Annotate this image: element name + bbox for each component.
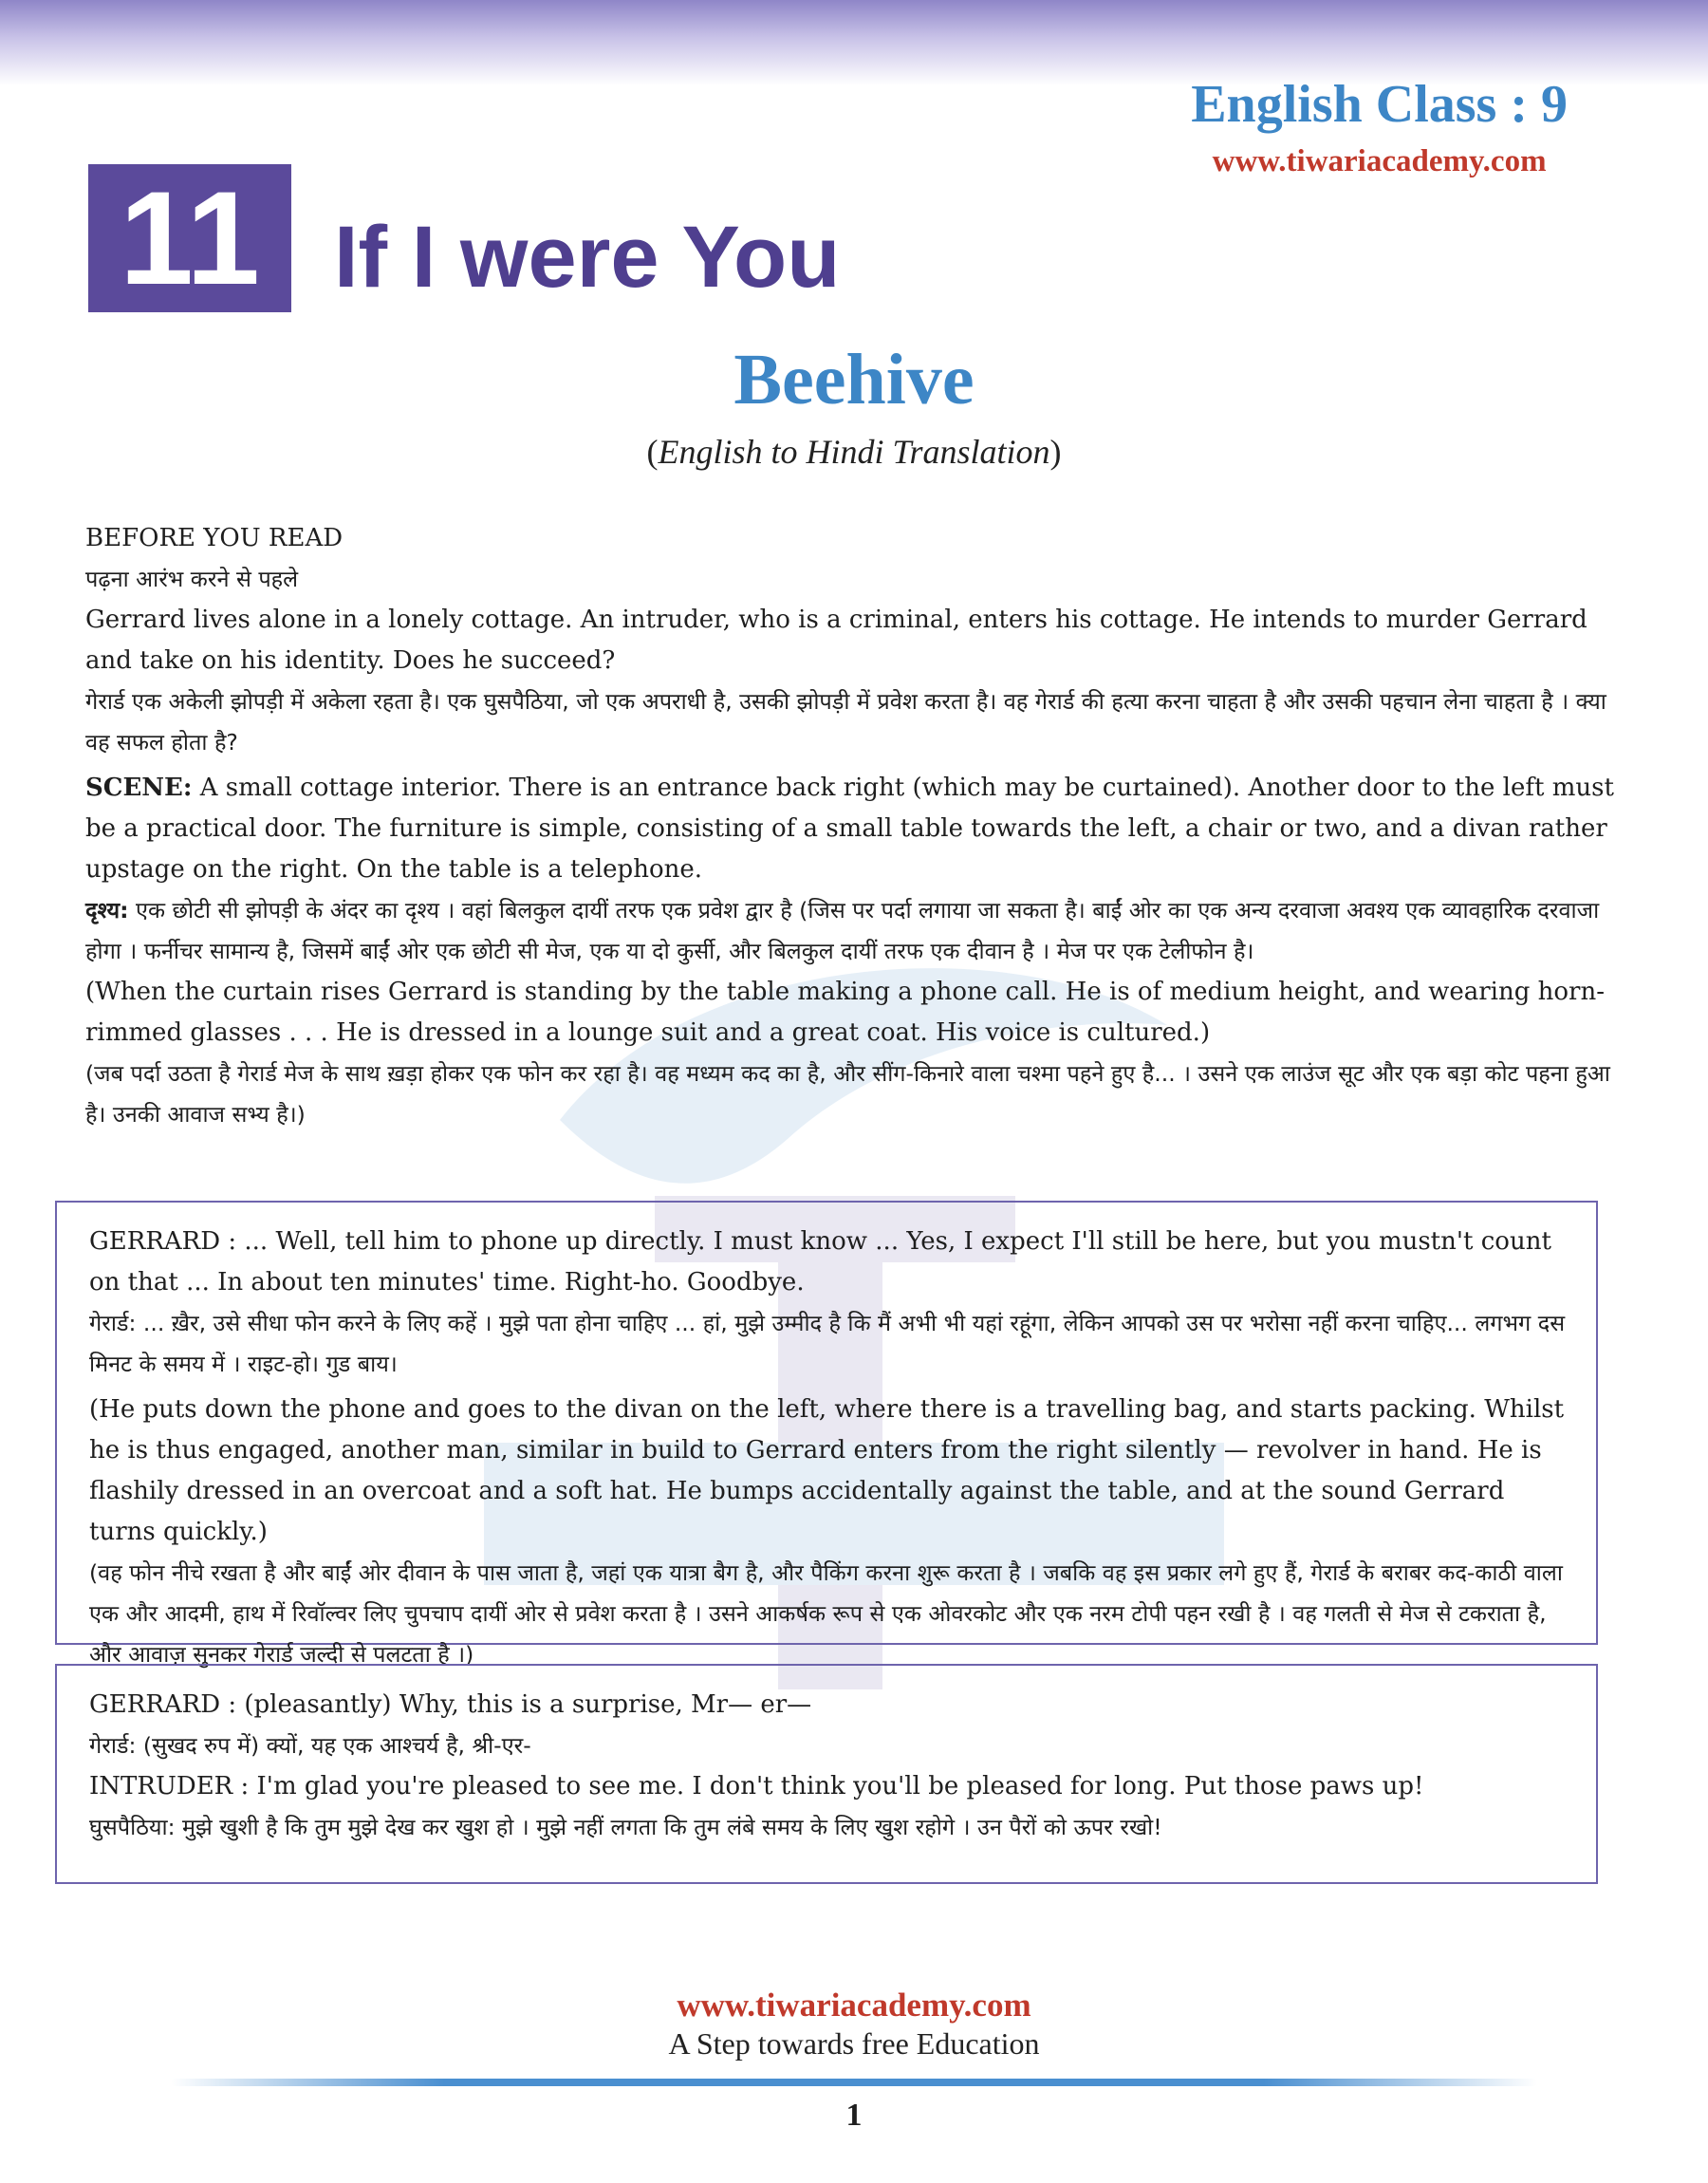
gerrard-surprise-line-hindi: गेरार्ड: (सुखद रुप में) क्यों, यह एक आश्चर्य है, श्री-एर-: [89, 1732, 531, 1759]
scene-text-hindi: एक छोटी सी झोपड़ी के अंदर का दृश्य । वहां बिलकुल दायीं तरफ एक प्रवेश द्वार है (जिस पर पर्दा लगाया जा सकता है। बाईं ओर का एक अन्य दरवाजा अवश्य एक व्यावहारिक दरवाजा होगा । फर्नीचर सामान्य है, जिसमें बाईं ओर एक छोटी सी मेज, एक या दो कुर्सी, और बिलकुल दायीं तरफ एक दीवान है । मेज पर एक टेलीफोन है।: [85, 897, 1600, 964]
before-you-read-text-hindi: गेरार्ड एक अकेली झोपड़ी में अकेला रहता है। एक घुसपैठिया, जो एक अपराधी है, उसकी झोपड़ी में प्रवेश करता है। वह गेरार्ड की हत्या करना चाहता है और उसकी पहचान लेना चाहता है । क्या वह सफल होता है?: [85, 688, 1606, 756]
page-number: 1: [845, 2098, 863, 2133]
brand-block: [1191, 75, 1568, 179]
intruder-line-hindi: घुसपैठिया: मुझे खुशी है कि तुम मुझे देख कर खुश हो । मुझे नहीं लगता कि तुम लंबे समय के लिए खुश रहोगे । उन पैरों को ऊपर रखो!: [89, 1814, 1162, 1840]
chapter-title: If I were You: [334, 209, 841, 306]
chapter-number: 11: [88, 164, 291, 312]
footer-url[interactable]: www.tiwariacademy.com: [677, 1987, 1031, 2024]
scene-paragraph: [85, 768, 1623, 890]
dialogue-box-1: [55, 1201, 1598, 1668]
footer-tagline: A Step towards free Education: [668, 2026, 1040, 2061]
intro-section: [85, 518, 1623, 1135]
scene-text: A small cottage interior. There is an entrance back right (which may be curtained). Another door to the left must be a practical door. The furniture is simple, consisting of a small table towards the left, a chair or two, and a divan rather upstage on the right. On the table is a telephone.: [85, 774, 1614, 884]
gerrard-surprise-line: GERRARD : (pleasantly) Why, this is a surprise, Mr— er—: [89, 1690, 812, 1719]
before-you-read-text: Gerrard lives alone in a lonely cottage. An intruder, who is a criminal, enters his cottage. He intends to murder Gerrard and take on his identity. Does he succeed?: [85, 606, 1587, 675]
intruder-line: INTRUDER : I'm glad you're pleased to see me. I don't think you'll be pleased for long. Put those paws up!: [89, 1772, 1424, 1801]
footer-divider: [171, 2079, 1537, 2086]
header-band: [0, 0, 1708, 85]
scene-paragraph-hindi: [85, 890, 1623, 972]
book-title: Beehive: [733, 340, 975, 420]
gerrard-phone-line: GERRARD : ... Well, tell him to phone up directly. I must know ... Yes, I expect I'll still be here, but you mustn't count on that ... In about ten minutes' time. Right-ho. Goodbye.: [89, 1227, 1551, 1297]
scene-label-hindi: दृश्य:: [85, 897, 129, 924]
stage-direction-hindi: (जब पर्दा उठता है गेरार्ड मेज के साथ ख़ड़ा होकर एक फोन कर रहा है। वह मध्यम कद का है, और सींग-किनारे वाला चश्मा पहने हुए है... । उसने एक लाउंज सूट और एक बड़ा कोट पहना हुआ है। उनकी आवाज सभ्य है।): [85, 1060, 1610, 1128]
subtitle-close: ): [1049, 433, 1062, 471]
subtitle: [0, 435, 1708, 469]
dialogue-box-2: [55, 1664, 1598, 1884]
gerrard-phone-line-hindi: गेरार्ड: ... ख़ैर, उसे सीधा फोन करने के लिए कहें । मुझे पता होना चाहिए ... हां, मुझे उम्मीद है कि मैं अभी भी यहां रहूंगा, लेकिन आपको उस पर भरोसा नहीं करना चाहिए... लगभग दस मिनट के समय में । राइट-हो। गुड बाय।: [89, 1310, 1566, 1377]
scene-label: SCENE:: [85, 774, 193, 802]
stage-direction: (When the curtain rises Gerrard is standing by the table making a phone call. He is of medium height, and wearing horn-rimmed glasses . . . He is dressed in a lounge suit and a great coat. His voice is cultured.): [85, 978, 1605, 1047]
packing-stage-direction: (He puts down the phone and goes to the divan on the left, where there is a travelling bag, and starts packing. Whilst he is thus engaged, another man, similar in build to Gerrard enters from the right silently — revolver in hand. He is flashily dressed in an overcoat and a soft hat. He bumps accidentally against the table, and at the sound Gerrard turns quickly.): [89, 1395, 1565, 1546]
subtitle-open: (: [646, 433, 659, 471]
brand-title: English Class : 9: [1191, 75, 1568, 134]
brand-url[interactable]: www.tiwariacademy.com: [1212, 144, 1547, 178]
packing-stage-direction-hindi: (वह फोन नीचे रखता है और बाईं ओर दीवान के पास जाता है, जहां एक यात्रा बैग है, और पैकिंग करना शुरू करता है । जबकि वह इस प्रकार लगे हुए हैं, गेरार्ड के बराबर कद-काठी वाला एक और आदमी, हाथ में रिवॉल्वर लिए चुपचाप दायीं ओर से प्रवेश करता है । उसने आकर्षक रूप से एक ओवरकोट और एक नरम टोपी पहन रखी है । वह गलती से मेज से टकराता है, और आवाज़ सुनकर गेरार्ड जल्दी से पलटता है ।): [89, 1559, 1563, 1668]
subtitle-text: English to Hindi Translation: [658, 433, 1050, 471]
before-you-read-heading: BEFORE YOU READ: [85, 524, 343, 552]
before-you-read-heading-hindi: पढ़ना आरंभ करने से पहले: [85, 566, 299, 592]
